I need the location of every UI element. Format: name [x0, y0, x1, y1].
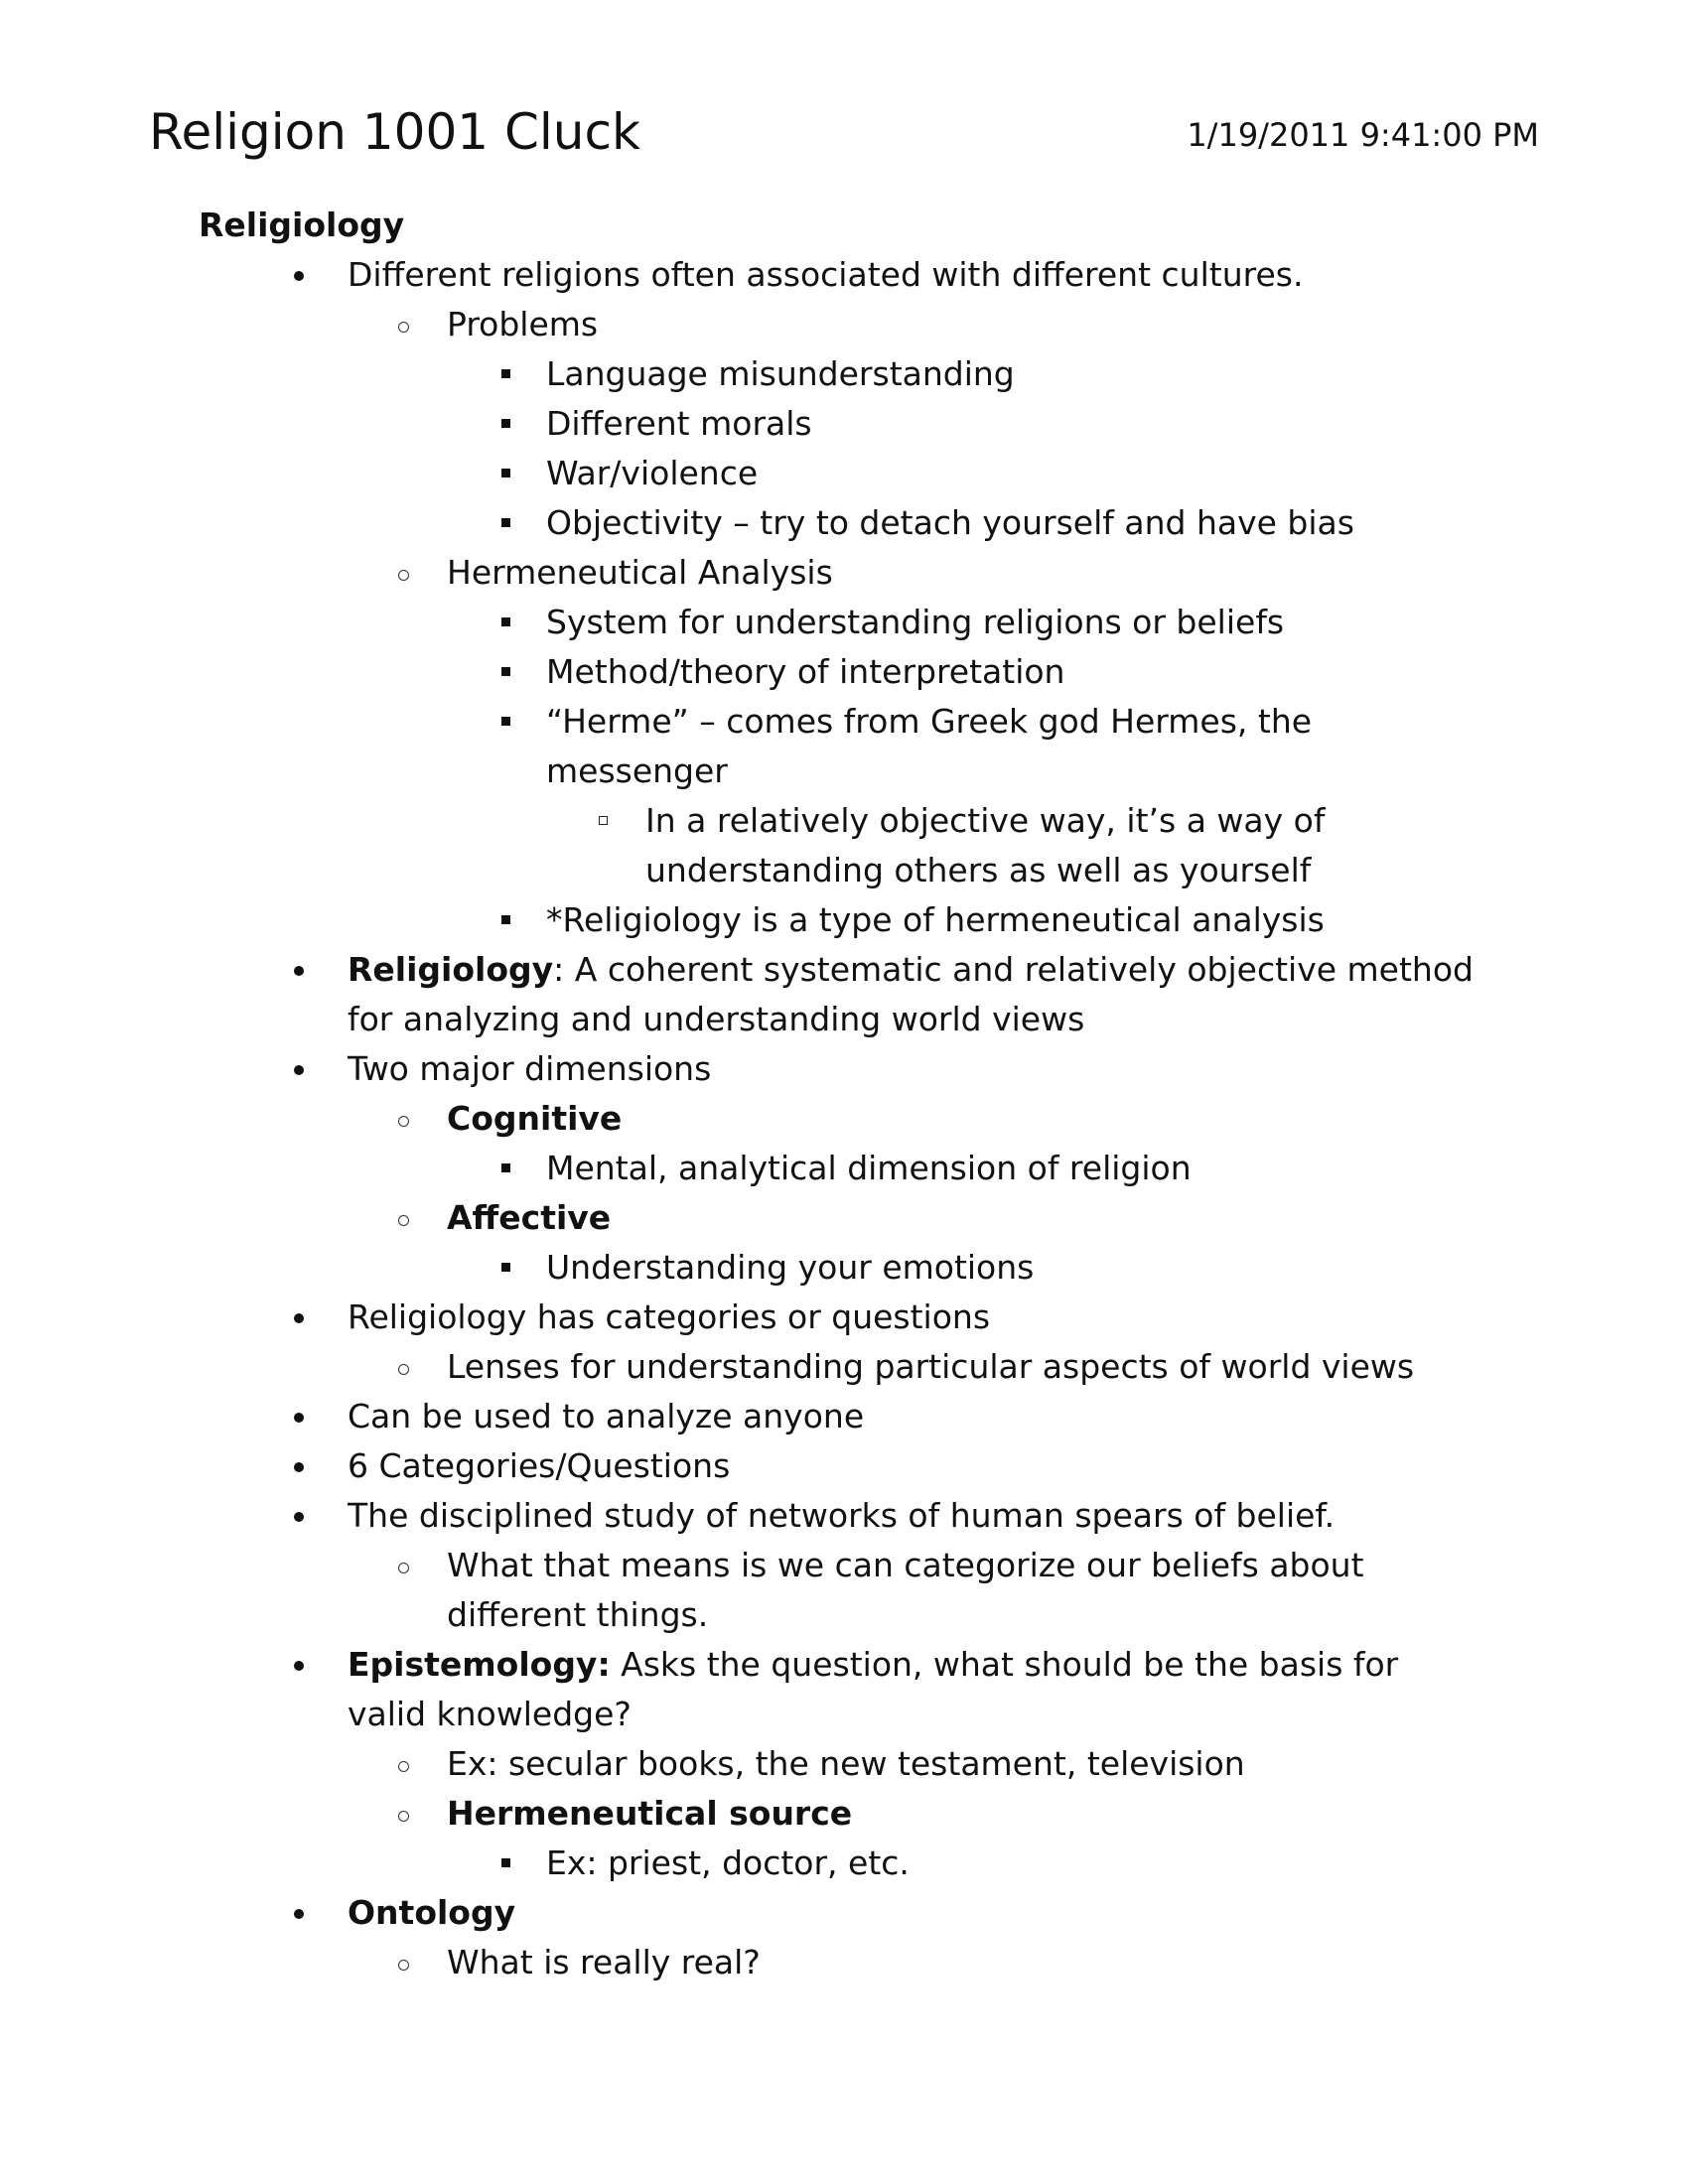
list-item: Hermeneutical source — [0, 1789, 1688, 1839]
bullet-dot-icon — [294, 1065, 304, 1075]
list-item: Affective — [0, 1193, 1688, 1243]
list-item: Language misunderstanding — [0, 349, 1688, 399]
bullet-square-icon — [501, 717, 510, 726]
list-item: Objectivity – try to detach yourself and have bias — [0, 498, 1688, 548]
list-item: Religiology: A coherent systematic and relatively objective method — [0, 945, 1688, 995]
bullet-circle-icon — [398, 1116, 409, 1127]
list-item: Understanding your emotions — [0, 1243, 1688, 1293]
list-item: *Religiology is a type of hermeneutical analysis — [0, 895, 1688, 945]
list-item: In a relatively objective way, it’s a way of — [0, 796, 1688, 846]
bullet-dot-icon — [294, 1909, 304, 1919]
document-date: 1/19/2011 9:41:00 PM — [1187, 116, 1539, 154]
bullet-square-icon — [501, 617, 510, 626]
bullet-circle-icon — [398, 1563, 409, 1573]
list-item-continuation: messenger — [546, 751, 728, 790]
list-item: Epistemology: Asks the question, what should be the basis for — [0, 1640, 1688, 1690]
bullet-square-icon — [501, 915, 510, 924]
bullet-circle-icon — [398, 1761, 409, 1772]
bullet-dot-icon — [294, 1313, 304, 1323]
list-item: What that means is we can categorize our beliefs about — [0, 1541, 1688, 1590]
list-item: Different morals — [0, 399, 1688, 449]
bullet-circle-icon — [398, 1960, 409, 1971]
list-item: War/violence — [0, 449, 1688, 498]
list-item-continuation: different things. — [447, 1595, 709, 1634]
list-item: Ontology — [0, 1888, 1688, 1938]
bullet-square-icon — [501, 469, 510, 478]
bullet-circle-icon — [398, 570, 409, 581]
list-item: What is really real? — [0, 1938, 1688, 1987]
bullet-hollow-square-icon — [599, 816, 608, 825]
section-heading: Religiology — [199, 205, 405, 244]
list-item: The disciplined study of networks of human spears of belief. — [0, 1491, 1688, 1541]
list-item: Ex: priest, doctor, etc. — [0, 1839, 1688, 1888]
bullet-circle-icon — [398, 1215, 409, 1226]
bullet-square-icon — [501, 1163, 510, 1172]
list-item: Hermeneutical Analysis — [0, 548, 1688, 598]
bullet-square-icon — [501, 369, 510, 378]
bullet-dot-icon — [294, 1462, 304, 1472]
document-title: Religion 1001 Cluck — [149, 103, 640, 161]
list-item: 6 Categories/Questions — [0, 1441, 1688, 1491]
list-item: Lenses for understanding particular aspects of world views — [0, 1342, 1688, 1392]
bullet-circle-icon — [398, 1364, 409, 1375]
bullet-circle-icon — [398, 322, 409, 333]
list-item: Different religions often associated with different cultures. — [0, 250, 1688, 300]
list-item-continuation: understanding others as well as yourself — [645, 851, 1312, 889]
bullet-square-icon — [501, 1263, 510, 1272]
list-item: Cognitive — [0, 1094, 1688, 1144]
bullet-dot-icon — [294, 1512, 304, 1522]
page-header — [149, 97, 1539, 167]
bullet-dot-icon — [294, 1413, 304, 1423]
list-item-continuation: valid knowledge? — [348, 1695, 632, 1733]
bullet-circle-icon — [398, 1811, 409, 1822]
bullet-square-icon — [501, 1858, 510, 1867]
bullet-dot-icon — [294, 966, 304, 976]
list-item: Can be used to analyze anyone — [0, 1392, 1688, 1441]
list-item-continuation: for analyzing and understanding world views — [348, 1000, 1085, 1038]
bullet-square-icon — [501, 518, 510, 527]
list-item: Mental, analytical dimension of religion — [0, 1144, 1688, 1193]
bullet-square-icon — [501, 419, 510, 428]
bullet-square-icon — [501, 667, 510, 676]
list-item: Problems — [0, 300, 1688, 349]
list-item: Two major dimensions — [0, 1044, 1688, 1094]
list-item: Ex: secular books, the new testament, television — [0, 1739, 1688, 1789]
bullet-dot-icon — [294, 271, 304, 281]
list-item: “Herme” – comes from Greek god Hermes, the — [0, 697, 1688, 747]
list-item: System for understanding religions or beliefs — [0, 598, 1688, 647]
notes-list — [0, 250, 1688, 1987]
list-item: Religiology has categories or questions — [0, 1293, 1688, 1342]
list-item: Method/theory of interpretation — [0, 647, 1688, 697]
bullet-dot-icon — [294, 1661, 304, 1671]
